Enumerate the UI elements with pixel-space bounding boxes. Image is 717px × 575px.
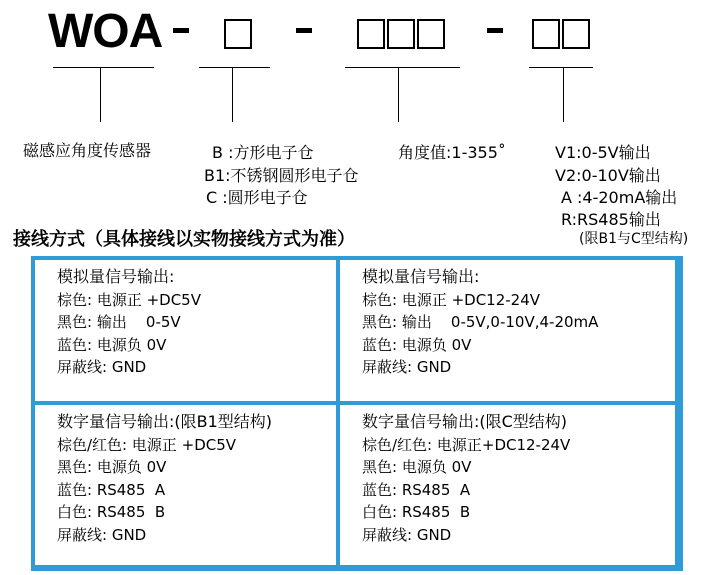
wiring-cell-digital-b1	[35, 405, 336, 565]
wire-line: 白色: RS485 B	[362, 503, 471, 521]
wire-line: 黑色: 输出 0-5V,0-10V,4-20mA	[362, 313, 599, 331]
leader-underline	[345, 67, 460, 68]
code-box-shape	[224, 19, 252, 49]
cell-title: 数字量信号输出:(限B1型结构)	[57, 412, 273, 431]
dash-separator	[296, 28, 312, 33]
code-box-angle-1	[357, 19, 385, 49]
code-box-angle-2	[387, 19, 415, 49]
code-box-angle-3	[417, 19, 445, 49]
wire-line: 棕色/红色: 电源正 +DC5V	[57, 435, 237, 454]
cell-title: 模拟量信号输出:	[362, 267, 480, 286]
wire-line: 棕色: 电源正 +DC5V	[57, 290, 201, 309]
wire-line: 棕色/红色: 电源正+DC12-24V	[362, 435, 571, 454]
code-box-output-1	[532, 19, 560, 49]
wire-line: 白色: RS485 B	[57, 503, 166, 521]
dash-separator	[173, 28, 189, 33]
wiring-title: 接线方式（具体接线以实物接线方式为准）	[13, 229, 355, 250]
wire-line: 棕色: 电源正 +DC12-24V	[362, 290, 541, 309]
output-option-r: R:RS485输出	[561, 210, 661, 229]
wire-line: 蓝色: RS485 A	[57, 480, 166, 499]
wire-line: 屏蔽线: GND	[362, 358, 452, 376]
wire-line: 屏蔽线: GND	[57, 525, 147, 544]
output-note: (限B1与C型结构)	[579, 231, 689, 247]
output-option-a: A :4-20mA输出	[561, 188, 678, 207]
cell-title: 模拟量信号输出:	[57, 267, 175, 286]
sensor-description: 磁感应角度传感器	[23, 141, 152, 160]
output-option-v1: V1:0-5V输出	[555, 143, 651, 162]
model-prefix: WOA	[48, 5, 163, 58]
leader-underline	[529, 67, 593, 68]
leader-line	[100, 67, 101, 122]
wiring-cell-analog-5v	[35, 260, 336, 401]
dash-separator	[487, 28, 503, 33]
leader-line	[232, 67, 233, 122]
shape-option-b: B :方形电子仓	[212, 143, 314, 162]
shape-option-c: C :圆形电子仓	[206, 188, 308, 207]
wiring-table	[31, 256, 683, 571]
angle-description: 角度值:1-355˚	[398, 143, 506, 162]
wiring-cell-analog-24v	[340, 260, 675, 401]
shape-option-b1: B1:不锈钢圆形电子仓	[204, 166, 359, 185]
cell-title: 数字量信号输出:(限C型结构)	[362, 412, 568, 431]
wire-line: 黑色: 电源负 0V	[362, 458, 472, 476]
wire-line: 屏蔽线: GND	[57, 358, 147, 376]
leader-underline	[199, 67, 270, 68]
leader-underline	[53, 67, 154, 68]
wire-line: 蓝色: 电源负 0V	[362, 335, 472, 354]
wiring-cell-digital-c	[340, 405, 675, 565]
wire-line: 黑色: 输出 0-5V	[57, 313, 181, 331]
code-box-output-2	[562, 19, 590, 49]
leader-line	[398, 67, 399, 122]
wire-line: 蓝色: RS485 A	[362, 480, 471, 499]
leader-line	[563, 67, 564, 122]
wire-line: 蓝色: 电源负 0V	[57, 335, 167, 354]
output-option-v2: V2:0-10V输出	[555, 166, 661, 185]
wire-line: 黑色: 电源负 0V	[57, 458, 167, 476]
wire-line: 屏蔽线: GND	[362, 525, 452, 544]
